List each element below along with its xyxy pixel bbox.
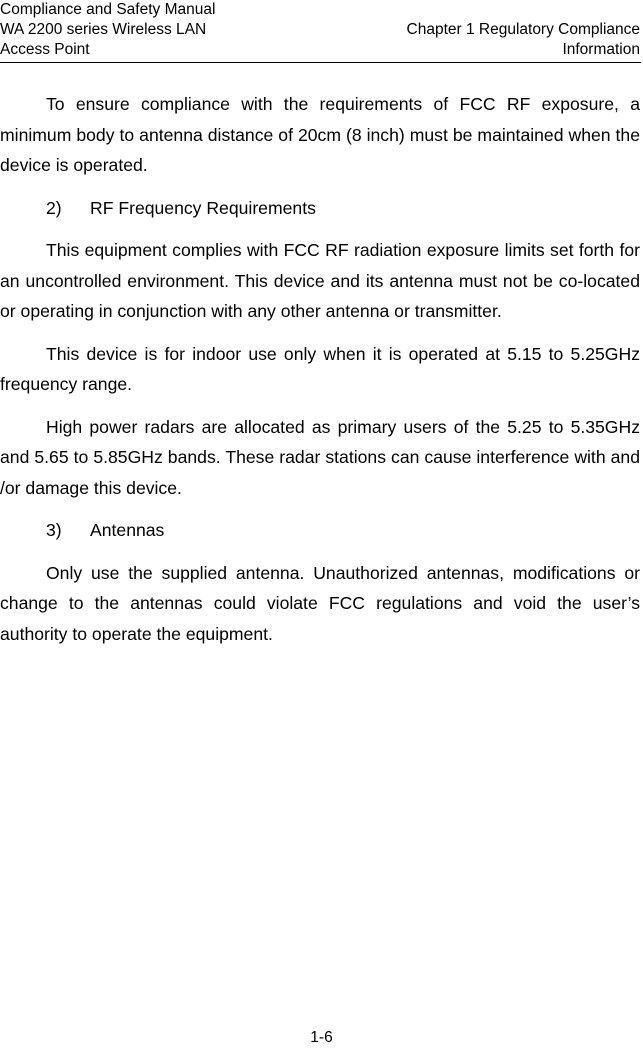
section-title: RF Frequency Requirements [90,197,316,218]
paragraph-rf-exposure: To ensure compliance with the requirements of FCC RF exposure, a minimum body to antenna distance of 20cm (8 inch) must be maintained when the device is operated. [0,94,640,175]
page-header [0,0,643,63]
section-title: Antennas [90,520,165,540]
chapter-title-line2: Information [562,41,640,58]
paragraph-indoor-use: This device is for indoor use only when it is operated at 5.15 to 5.25GHz frequency range. [0,343,640,394]
product-name-line2: Access Point [0,41,90,58]
product-name-line1: WA 2200 series Wireless LAN [0,21,207,38]
section-number: 2) [46,197,62,218]
page-body [0,89,640,661]
page-number: 1-6 [310,1029,333,1046]
paragraph-radar-bands: High power radars are allocated as primary users of the 5.25 to 5.35GHz and 5.65 to 5.85GHz bands. These radar stations can cause interference with and /or damage this device. [0,416,640,498]
manual-title-block [0,0,215,60]
manual-title: Compliance and Safety Manual [0,1,216,18]
section-heading-antennas [0,515,640,546]
paragraph-supplied-antenna: Only use the supplied antenna. Unauthorized antennas, modifications or change to the antennas could violate FCC regulations and void the user’s authority to operate the equipment. [0,562,640,644]
paragraph-uncontrolled-environment: This equipment complies with FCC RF radiation exposure limits set forth for an uncontrolled environment. This device and its antenna must not be co-located or operating in conjunction with any other antenna or transmitter. [0,240,640,321]
chapter-title-block [407,20,640,60]
header-divider [0,62,641,63]
section-number: 3) [46,520,62,540]
section-heading-rf-frequency [0,193,640,224]
chapter-title-line1: Chapter 1 Regulatory Compliance [406,21,640,38]
